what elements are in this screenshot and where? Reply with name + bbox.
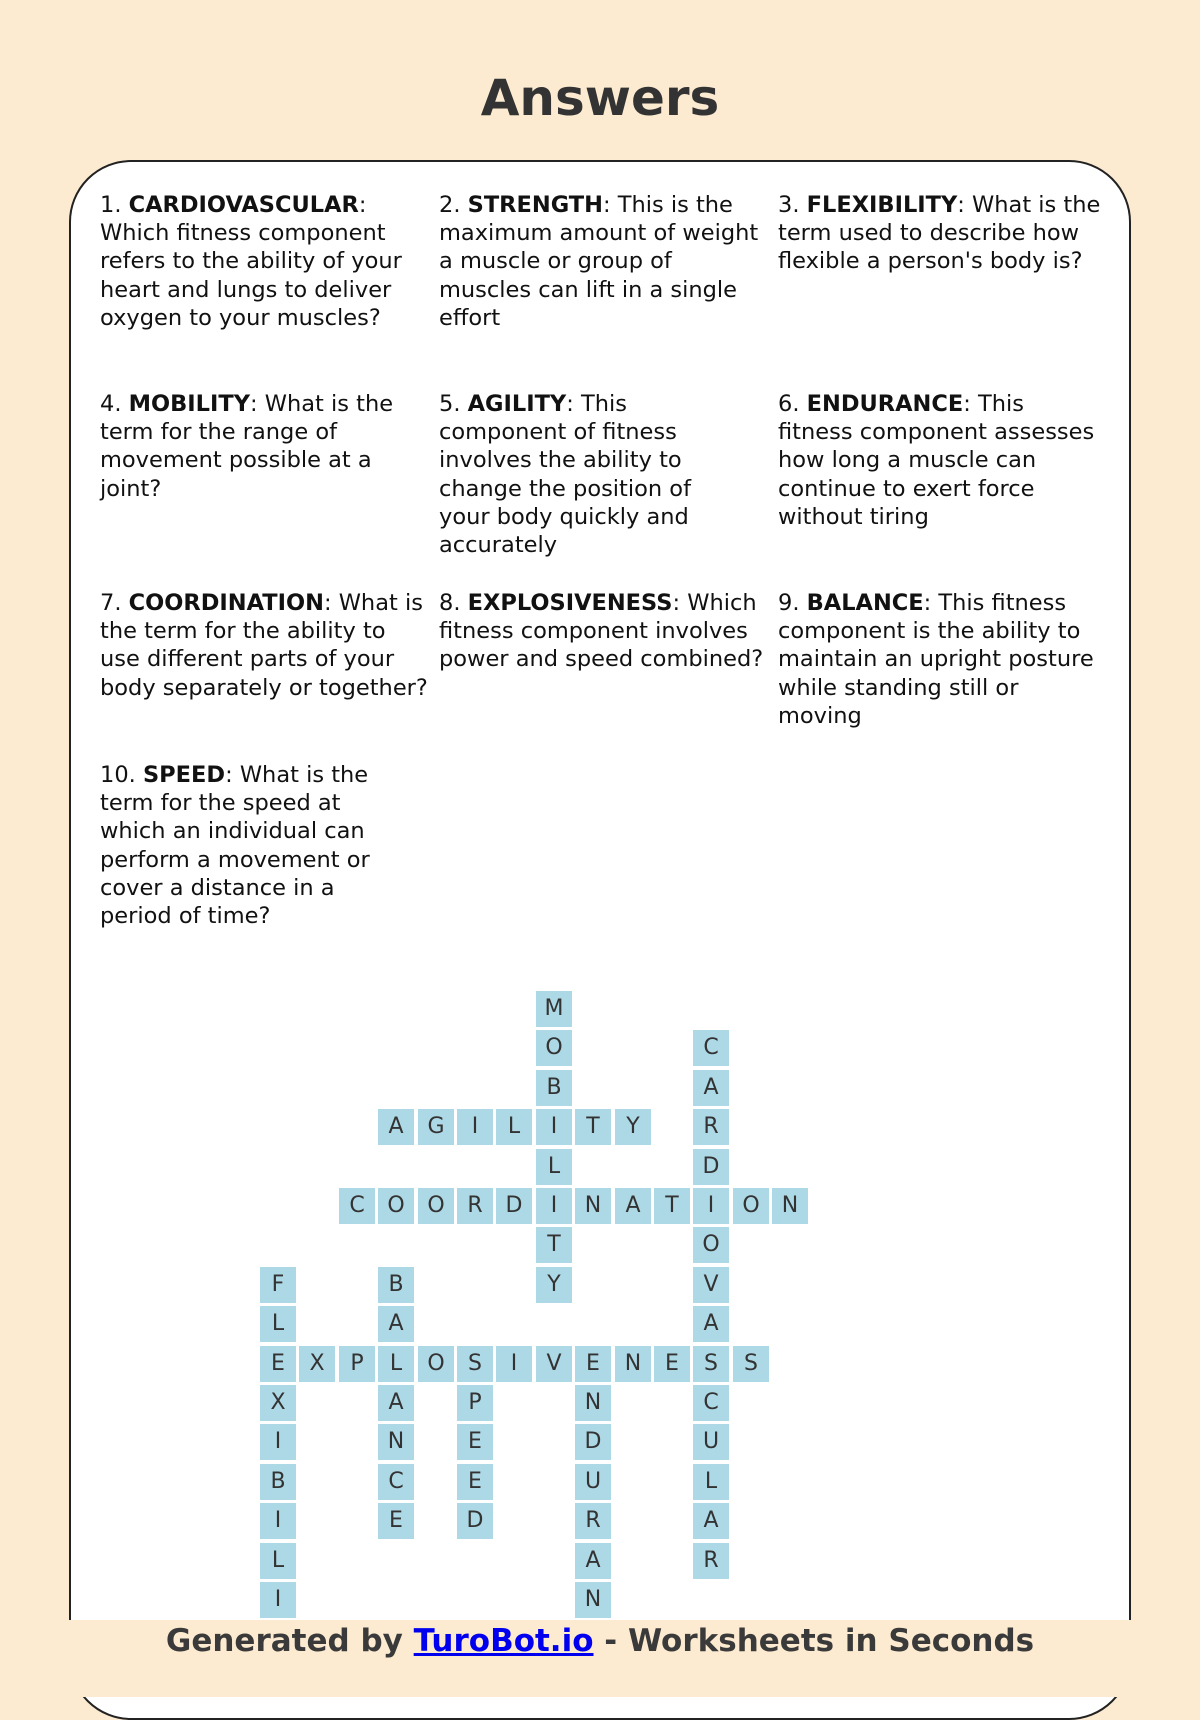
crossword-cell: N	[772, 1188, 808, 1224]
crossword-cell: D	[457, 1503, 493, 1539]
crossword-cell: E	[378, 1503, 414, 1539]
clue-7: 7. COORDINATION: What is the term for the ability to use different parts of your body separately or together?	[100, 590, 428, 701]
crossword-cell: T	[654, 1188, 690, 1224]
crossword-cell: R	[693, 1109, 729, 1145]
crossword-cell: A	[378, 1385, 414, 1421]
crossword-cell: B	[260, 1464, 296, 1500]
crossword-cell: T	[575, 1109, 611, 1145]
crossword-cell: I	[693, 1188, 729, 1224]
crossword-cell: S	[457, 1346, 493, 1382]
crossword-cell: V	[693, 1267, 729, 1303]
crossword-cell: O	[536, 1030, 572, 1066]
crossword-cell: A	[693, 1306, 729, 1342]
clue-answer: BALANCE	[806, 590, 924, 616]
turobot-link[interactable]: TuroBot.io	[413, 1623, 594, 1659]
crossword-cell: L	[536, 1149, 572, 1185]
clue-answer: MOBILITY	[128, 391, 251, 417]
crossword-cell: B	[536, 1070, 572, 1106]
crossword-cell: N	[575, 1188, 611, 1224]
crossword-cell: N	[615, 1346, 651, 1382]
crossword-cell: C	[339, 1188, 375, 1224]
crossword-cell: P	[457, 1385, 493, 1421]
clue-3: 3. FLEXIBILITY: What is the term used to describe how flexible a person's body is?	[778, 192, 1101, 275]
crossword-cell: D	[496, 1188, 532, 1224]
clue-answer: COORDINATION	[128, 590, 324, 616]
page-title: Answers	[480, 69, 720, 127]
crossword-cell: L	[496, 1109, 532, 1145]
crossword-cell: O	[418, 1346, 454, 1382]
clue-10: 10. SPEED: What is the term for the speed at which an individual can perform a movement or cover a distance in a period of time?	[100, 762, 370, 930]
crossword-cell: N	[378, 1424, 414, 1460]
crossword-cell: E	[457, 1464, 493, 1500]
crossword-cell: A	[615, 1188, 651, 1224]
crossword-cell: O	[693, 1227, 729, 1263]
crossword-cell: Y	[615, 1109, 651, 1145]
clue-8: 8. EXPLOSIVENESS: Which fitness component involves power and speed combined?	[439, 590, 764, 673]
crossword-cell: A	[378, 1306, 414, 1342]
crossword-cell: A	[693, 1070, 729, 1106]
crossword-cell: M	[536, 991, 572, 1027]
crossword-cell: I	[260, 1424, 296, 1460]
crossword-cell: N	[575, 1385, 611, 1421]
crossword-cell: R	[575, 1503, 611, 1539]
crossword-cell: L	[378, 1346, 414, 1382]
crossword-cell: E	[457, 1424, 493, 1460]
crossword-cell: U	[575, 1464, 611, 1500]
clue-answer: STRENGTH	[467, 192, 603, 218]
clue-answer: ENDURANCE	[806, 391, 964, 417]
crossword-cell: E	[654, 1346, 690, 1382]
crossword-cell: V	[536, 1346, 572, 1382]
clue-answer: EXPLOSIVENESS	[467, 590, 673, 616]
crossword-cell: R	[457, 1188, 493, 1224]
crossword-cell: U	[693, 1424, 729, 1460]
crossword-cell: S	[733, 1346, 769, 1382]
clue-2: 2. STRENGTH: This is the maximum amount of weight a muscle or group of muscles can lift in a single effort	[439, 192, 759, 331]
crossword-cell: O	[418, 1188, 454, 1224]
clue-9: 9. BALANCE: This fitness component is the ability to maintain an upright posture while standing still or moving	[778, 590, 1094, 729]
crossword-cell: I	[536, 1109, 572, 1145]
crossword-cell: C	[693, 1385, 729, 1421]
crossword-cell: X	[299, 1346, 335, 1382]
crossword-cell: A	[575, 1543, 611, 1579]
crossword-cell: L	[693, 1464, 729, 1500]
crossword-cell: T	[536, 1227, 572, 1263]
clue-answer: SPEED	[142, 762, 226, 788]
clue-answer: AGILITY	[467, 391, 567, 417]
crossword-cell: F	[260, 1267, 296, 1303]
crossword-cell: N	[575, 1582, 611, 1618]
crossword-cell: A	[693, 1503, 729, 1539]
crossword-cell: R	[693, 1543, 729, 1579]
clue-6: 6. ENDURANCE: This fitness component assesses how long a muscle can continue to exert force without tiring	[778, 391, 1095, 530]
crossword-cell: S	[693, 1346, 729, 1382]
crossword-cell: I	[260, 1503, 296, 1539]
crossword-cell: O	[733, 1188, 769, 1224]
crossword-cell: E	[575, 1346, 611, 1382]
crossword-cell: D	[693, 1149, 729, 1185]
crossword-cell: C	[693, 1030, 729, 1066]
crossword-cell: Y	[536, 1267, 572, 1303]
crossword-cell: B	[378, 1267, 414, 1303]
clue-1: 1. CARDIOVASCULAR: Which fitness component refers to the ability of your heart and lungs to deliver oxygen to your muscles?	[100, 192, 402, 331]
footer: Generated by TuroBot.io - Worksheets in Seconds	[0, 1620, 1200, 1697]
crossword-cell: G	[418, 1109, 454, 1145]
crossword-cell: D	[575, 1424, 611, 1460]
crossword-cell: I	[457, 1109, 493, 1145]
crossword-cell: E	[260, 1346, 296, 1382]
crossword-cell: I	[260, 1582, 296, 1618]
crossword-cell: A	[378, 1109, 414, 1145]
crossword-cell: I	[536, 1188, 572, 1224]
crossword-cell: X	[260, 1385, 296, 1421]
clue-answer: FLEXIBILITY	[806, 192, 958, 218]
crossword-cell: C	[378, 1464, 414, 1500]
crossword-cell: P	[339, 1346, 375, 1382]
crossword-cell: I	[496, 1346, 532, 1382]
clue-4: 4. MOBILITY: What is the term for the range of movement possible at a joint?	[100, 391, 394, 502]
clue-5: 5. AGILITY: This component of fitness involves the ability to change the position of your body quickly and accurately	[439, 391, 691, 559]
crossword-cell: L	[260, 1543, 296, 1579]
crossword-cell: L	[260, 1306, 296, 1342]
crossword-cell: O	[378, 1188, 414, 1224]
clue-answer: CARDIOVASCULAR	[128, 192, 359, 218]
